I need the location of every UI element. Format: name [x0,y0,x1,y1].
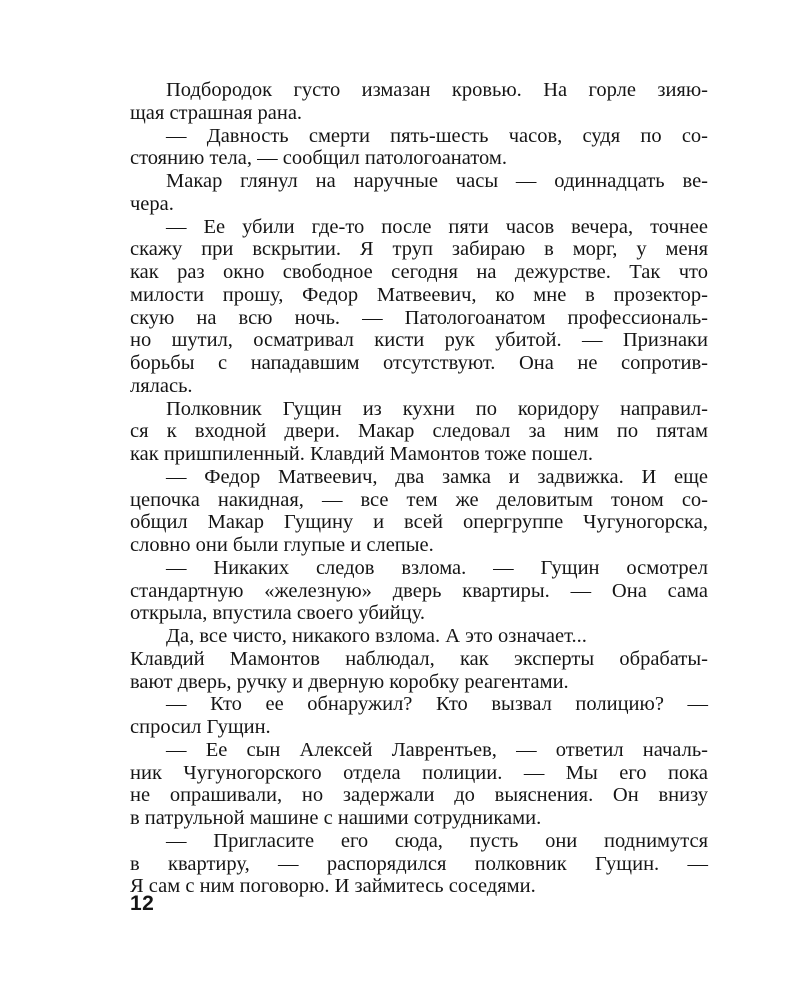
text-line: ник Чугуногорского отдела полиции. — Мы его пока [130,761,708,784]
text-line: как раз окно свободное сегодня на дежурстве. Так что [130,261,708,283]
text-line: в патрульной машине с нашими сотрудниками. [130,807,542,829]
text-line: скажу при вскрытии. Я труп забираю в морг, у меня [130,238,708,261]
text-line: — Федор Матвеевич, два замка и задвижка. И еще [166,465,708,488]
text-line: стоянию тела, — сообщил патологоанатом. [130,147,507,170]
text-line: борьбы с нападавшим отсутствуют. Она не сопротив- [130,352,708,374]
page-number: 12 [130,892,155,915]
text-line: Да, все чисто, никакого взлома. А это означает... [166,625,587,647]
text-line: — Ее сын Алексей Лаврентьев, — ответил началь- [166,738,708,761]
text-line: открыла, впустила своего убийцу. [130,602,426,625]
text-line: стандартную «железную» дверь квартиры. — Она сама [130,579,708,602]
text-line: Макар глянул на наручные часы — одиннадцать ве- [166,170,708,192]
text-line: как пришпиленный. Клавдий Мамонтов тоже пошел. [130,443,593,465]
text-line: в квартиру, — распорядился полковник Гущин. — [130,852,708,875]
text-line: — Ее убили где-то после пяти часов вечера, точнее [166,215,708,238]
text-line: скую на всю ночь. — Патологоанатом профессиональ- [130,306,708,329]
text-line: спросил Гущин. [130,716,271,738]
text-line: лялась. [130,374,193,397]
text-line: вают дверь, ручку и дверную коробку реагентами. [130,670,569,693]
text-line: милости прошу, Федор Матвеевич, ко мне в прозектор- [130,283,708,306]
text-line: ся к входной двери. Макар следовал за ним по пятам [130,420,708,443]
text-line: — Кто ее обнаружил? Кто вызвал полицию? — [166,693,708,716]
text-line: но шутил, осматривал кисти рук убитой. — Признаки [130,329,708,352]
text-line: цепочка накидная, — все тем же деловитым тоном со- [130,488,708,511]
body-text [130,79,708,898]
text-line: — Пригласите его сюда, пусть они поднимутся [166,829,708,852]
text-line: Полковник Гущин из кухни по коридору направил- [166,397,708,420]
text-line: — Давность смерти пять-шесть часов, судя по со- [166,124,708,147]
text-line: Подбородок густо измазан кровью. На горле зияю- [166,79,708,101]
text-line: Я сам с ним поговорю. И займитесь соседями. [130,875,536,898]
text-line: щая страшная рана. [130,101,303,124]
text-line: — Никаких следов взлома. — Гущин осмотрел [166,556,708,579]
text-line: Клавдий Мамонтов наблюдал, как эксперты обрабаты- [130,647,708,670]
text-line: чера. [130,192,174,215]
text-line: не опрашивали, но задержали до выяснения. Он внизу [130,784,708,807]
text-line: общил Макар Гущину и всей опергруппе Чугуногорска, [130,511,708,534]
text-line: словно они были глупые и слепые. [130,534,434,556]
